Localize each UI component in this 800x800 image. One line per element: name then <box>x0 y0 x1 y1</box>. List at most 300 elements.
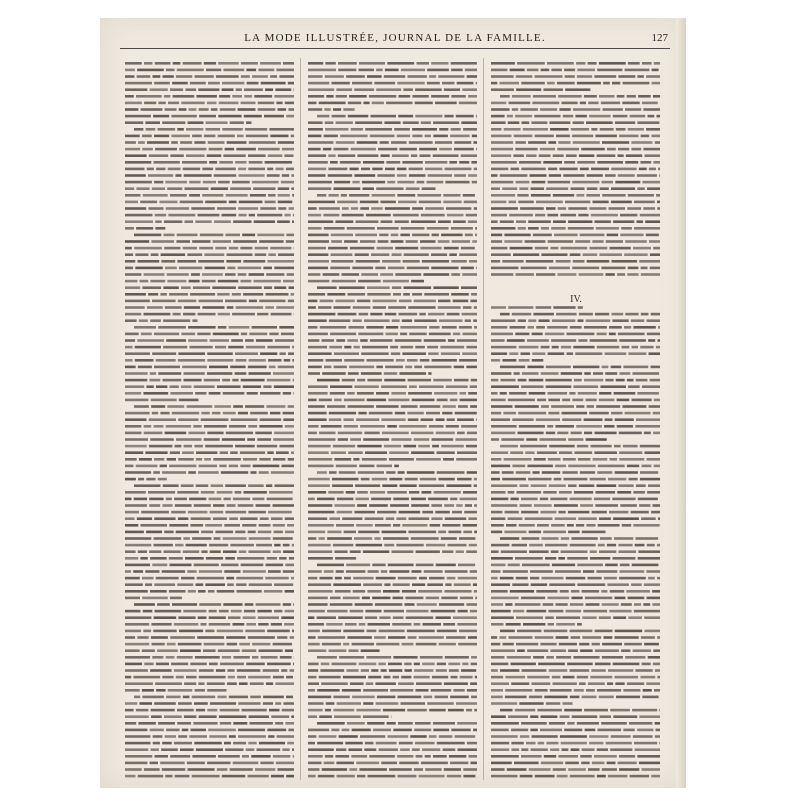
text-line-fragment <box>520 775 533 778</box>
text-line-fragment <box>562 399 570 402</box>
text-line-fragment <box>198 471 219 474</box>
text-line-fragment <box>339 735 358 738</box>
text-line-fragment <box>288 458 294 461</box>
text-line-fragment <box>215 168 236 171</box>
text-line-fragment <box>570 498 592 501</box>
text-line-fragment <box>141 108 163 111</box>
text-line-fragment <box>519 359 530 362</box>
text-line-fragment <box>125 95 134 98</box>
text-line-fragment <box>211 484 224 487</box>
text-line-fragment <box>599 253 622 256</box>
text-line-fragment <box>125 689 140 692</box>
text-line-fragment <box>167 405 184 408</box>
text-line-fragment <box>248 425 257 428</box>
text-line-fragment <box>391 352 400 355</box>
text-line-fragment <box>202 306 224 309</box>
text-line-fragment <box>319 432 335 435</box>
text-line-fragment <box>209 366 228 369</box>
text-line-fragment <box>610 748 632 751</box>
text-line-fragment <box>279 445 294 448</box>
text-line-fragment <box>308 359 323 362</box>
text-line-fragment <box>435 511 450 514</box>
text-line-fragment <box>239 174 265 177</box>
text-line-fragment <box>308 234 329 237</box>
text-line-fragment <box>406 610 428 613</box>
text-line-fragment <box>632 346 639 349</box>
text-line-fragment <box>457 82 474 85</box>
text-line-fragment <box>204 379 220 382</box>
text-line-fragment <box>463 333 478 336</box>
text-line-fragment <box>651 511 660 514</box>
text-line-fragment <box>330 392 345 395</box>
text-line-fragment <box>620 570 645 573</box>
text-line-fragment <box>232 181 250 184</box>
text-line-fragment <box>501 438 524 441</box>
text-line-fragment <box>491 722 519 725</box>
text-line-fragment <box>491 623 504 626</box>
text-line-fragment <box>275 682 294 685</box>
text-line-fragment <box>201 550 207 553</box>
text-line-fragment <box>241 333 247 336</box>
text-line-fragment <box>609 207 626 210</box>
text-line-fragment <box>286 775 294 778</box>
text-line-fragment <box>185 88 196 91</box>
text-line-fragment <box>232 95 242 98</box>
text-line-fragment <box>372 102 384 105</box>
text-line-fragment <box>291 715 294 718</box>
text-line-fragment <box>422 748 440 751</box>
text-line-fragment <box>542 471 560 474</box>
text-line-fragment <box>125 220 153 223</box>
text-line-fragment <box>382 531 407 534</box>
text-line-fragment <box>423 273 449 276</box>
text-line-fragment <box>308 557 333 560</box>
text-line-fragment <box>601 590 607 593</box>
text-line-fragment <box>470 300 477 303</box>
text-line-fragment <box>276 451 289 454</box>
text-line-fragment <box>408 531 436 534</box>
text-line-fragment <box>241 75 250 78</box>
text-line-fragment <box>618 174 635 177</box>
text-line-fragment <box>632 399 652 402</box>
text-line-fragment <box>366 326 383 329</box>
text-line-fragment <box>183 168 201 171</box>
text-line-fragment <box>259 742 285 745</box>
text-line-fragment <box>454 148 474 151</box>
text-line-fragment <box>590 478 606 481</box>
text-line-fragment <box>164 234 175 237</box>
text-line-fragment <box>491 557 513 560</box>
text-line-fragment <box>609 326 622 329</box>
text-line-fragment <box>308 511 334 514</box>
text-line-fragment <box>455 735 476 738</box>
text-line-fragment <box>308 313 335 316</box>
text-line-fragment <box>605 174 616 177</box>
text-line-fragment <box>281 669 287 672</box>
text-line-fragment <box>655 735 660 738</box>
text-line-fragment <box>183 313 195 316</box>
text-line-fragment <box>547 425 553 428</box>
text-line-fragment <box>507 768 527 771</box>
text-line-fragment <box>644 432 651 435</box>
text-line-fragment <box>542 537 559 540</box>
text-line-fragment <box>591 214 618 217</box>
text-line-fragment <box>125 115 151 118</box>
text-line-fragment <box>541 346 550 349</box>
text-line-fragment <box>491 498 508 501</box>
text-line-fragment <box>172 82 188 85</box>
text-line-fragment <box>371 207 383 210</box>
text-line-fragment <box>415 102 433 105</box>
text-line-fragment <box>611 187 635 190</box>
text-line-fragment <box>441 537 457 540</box>
text-line-fragment <box>444 768 461 771</box>
text-line-fragment <box>125 438 148 441</box>
text-line-fragment <box>180 141 192 144</box>
text-line-fragment <box>577 161 595 164</box>
text-line-fragment <box>584 326 607 329</box>
text-line-fragment <box>491 649 515 652</box>
text-line-fragment <box>639 260 660 263</box>
text-line-fragment <box>406 616 434 619</box>
text-line-fragment <box>637 755 660 758</box>
text-line-fragment <box>491 108 510 111</box>
text-line-fragment <box>356 220 379 223</box>
text-line-fragment <box>197 577 224 580</box>
text-line-fragment <box>576 194 584 197</box>
text-line-fragment <box>279 557 287 560</box>
text-line-fragment <box>241 280 252 283</box>
text-line-fragment <box>572 715 598 718</box>
text-line-fragment <box>466 550 477 553</box>
text-line-fragment <box>346 570 365 573</box>
text-line-fragment <box>564 69 575 72</box>
text-line-fragment <box>617 399 630 402</box>
text-line-fragment <box>491 385 519 388</box>
text-line-fragment <box>522 669 547 672</box>
text-line-fragment <box>337 201 357 204</box>
text-line-fragment <box>204 643 225 646</box>
text-line-fragment <box>230 366 245 369</box>
text-line-fragment <box>527 676 549 679</box>
text-line-fragment <box>611 201 632 204</box>
text-line-fragment <box>525 240 546 243</box>
text-line-fragment <box>308 630 320 633</box>
text-line-fragment <box>209 544 228 547</box>
text-line-fragment <box>548 399 560 402</box>
text-line-fragment <box>545 379 571 382</box>
text-line-fragment <box>428 174 452 177</box>
text-line-fragment <box>308 696 331 699</box>
text-line-fragment <box>613 220 634 223</box>
text-line-fragment <box>389 458 414 461</box>
text-line-fragment <box>366 214 391 217</box>
text-line-fragment <box>245 128 267 131</box>
text-line-fragment <box>630 775 650 778</box>
text-line-fragment <box>335 557 356 560</box>
text-line-fragment <box>443 201 461 204</box>
text-line-fragment <box>422 511 433 514</box>
text-line-fragment <box>523 623 545 626</box>
text-line-fragment <box>194 141 205 144</box>
text-line-fragment <box>190 346 213 349</box>
text-line-fragment <box>264 590 283 593</box>
text-line-fragment <box>218 135 235 138</box>
text-line-fragment <box>344 531 356 534</box>
text-line-fragment <box>278 201 293 204</box>
text-line-fragment <box>619 768 639 771</box>
text-line-fragment <box>325 75 344 78</box>
text-line-fragment <box>444 115 453 118</box>
text-line-fragment <box>289 207 295 210</box>
text-line-fragment <box>425 161 447 164</box>
text-line-fragment <box>248 676 271 679</box>
text-line-fragment <box>607 148 616 151</box>
text-line-fragment <box>454 141 471 144</box>
text-line-fragment <box>466 603 477 606</box>
text-line-fragment <box>393 676 399 679</box>
text-line-fragment <box>502 478 526 481</box>
text-line-fragment <box>491 762 512 765</box>
text-line-fragment <box>243 570 266 573</box>
text-line-fragment <box>308 709 323 712</box>
text-line-fragment <box>511 748 519 751</box>
text-line-fragment <box>410 735 426 738</box>
text-line-fragment <box>138 775 163 778</box>
text-line-fragment <box>409 333 426 336</box>
text-line-fragment <box>217 696 226 699</box>
text-line-fragment <box>330 597 341 600</box>
text-line-fragment <box>145 570 159 573</box>
text-line-fragment <box>534 504 552 507</box>
text-line-fragment <box>308 108 322 111</box>
text-line-fragment <box>540 643 556 646</box>
text-line-fragment <box>598 524 620 527</box>
text-line-fragment <box>643 207 655 210</box>
text-line-fragment <box>442 550 453 553</box>
text-line-fragment <box>141 511 169 514</box>
text-line-fragment <box>401 405 418 408</box>
text-line-fragment <box>433 154 459 157</box>
text-line-fragment <box>509 352 518 355</box>
text-line-fragment <box>348 748 362 751</box>
text-line-fragment <box>432 234 439 237</box>
text-line-fragment <box>595 313 609 316</box>
text-line-fragment <box>564 729 582 732</box>
text-line-fragment <box>291 293 294 296</box>
text-line-fragment <box>432 359 457 362</box>
text-line-fragment <box>426 544 445 547</box>
text-line-fragment <box>579 682 586 685</box>
text-line-fragment <box>532 102 559 105</box>
text-line-fragment <box>230 187 251 190</box>
text-line-fragment <box>629 722 652 725</box>
text-line-fragment <box>619 432 642 435</box>
text-line-fragment <box>142 689 154 692</box>
text-line-fragment <box>600 187 609 190</box>
text-line-fragment <box>285 722 294 725</box>
text-line-fragment <box>516 88 541 91</box>
text-line-fragment <box>308 425 319 428</box>
text-line-fragment <box>252 75 268 78</box>
text-line-fragment <box>433 121 459 124</box>
text-line-fragment <box>376 187 403 190</box>
text-line-fragment <box>381 220 393 223</box>
text-line-fragment <box>363 715 389 718</box>
text-line-fragment <box>125 636 135 639</box>
text-line-fragment <box>491 491 506 494</box>
text-line-fragment <box>342 379 355 382</box>
text-line-fragment <box>376 69 383 72</box>
text-line-fragment <box>274 432 294 435</box>
text-line-fragment <box>239 682 248 685</box>
text-line-fragment <box>222 128 243 131</box>
text-line-fragment <box>403 445 416 448</box>
text-line-fragment <box>506 524 517 527</box>
text-line-fragment <box>421 121 431 124</box>
text-line-fragment <box>231 339 243 342</box>
text-line-fragment <box>597 161 623 164</box>
text-line-fragment <box>448 544 467 547</box>
text-line-fragment <box>229 465 238 468</box>
text-line-fragment <box>320 300 334 303</box>
text-line-fragment <box>275 339 294 342</box>
text-line-fragment <box>149 550 161 553</box>
text-line-fragment <box>244 95 252 98</box>
text-line-fragment <box>425 135 431 138</box>
text-line-fragment <box>188 511 208 514</box>
text-line-fragment <box>285 590 294 593</box>
text-line-fragment <box>329 412 356 415</box>
page-number: 127 <box>651 32 668 44</box>
text-line-fragment <box>308 550 332 553</box>
text-line-fragment <box>174 498 187 501</box>
text-line-fragment <box>397 135 410 138</box>
text-line-fragment <box>239 214 247 217</box>
text-line-fragment <box>553 306 575 309</box>
text-line-fragment <box>149 504 160 507</box>
text-line-fragment <box>422 187 436 190</box>
text-line-fragment <box>182 729 189 732</box>
text-line-fragment <box>503 570 528 573</box>
text-line-fragment <box>250 412 268 415</box>
text-line-fragment <box>655 141 660 144</box>
text-line-fragment <box>619 339 646 342</box>
text-line-fragment <box>260 352 277 355</box>
text-line-fragment <box>166 696 181 699</box>
text-line-fragment <box>535 689 548 692</box>
text-line-fragment <box>403 260 420 263</box>
text-line-fragment <box>405 366 412 369</box>
text-line-fragment <box>330 161 338 164</box>
text-line-fragment <box>491 478 500 481</box>
text-line-fragment <box>125 201 138 204</box>
text-line-fragment <box>282 148 294 151</box>
text-line-fragment <box>259 425 282 428</box>
text-line-fragment <box>338 432 362 435</box>
text-line-fragment <box>125 418 147 421</box>
text-line-fragment <box>357 154 378 157</box>
text-line-fragment <box>308 643 320 646</box>
text-line-fragment <box>340 161 361 164</box>
text-line-fragment <box>567 352 574 355</box>
text-line-fragment <box>334 181 350 184</box>
text-line-fragment <box>350 610 364 613</box>
text-line-fragment <box>252 181 279 184</box>
text-line-fragment <box>515 333 529 336</box>
text-line-fragment <box>389 768 412 771</box>
text-line-fragment <box>585 597 612 600</box>
text-line-fragment <box>270 412 280 415</box>
text-line-fragment <box>614 392 636 395</box>
text-line-fragment <box>454 174 466 177</box>
text-line-fragment <box>491 616 514 619</box>
text-line-fragment <box>634 742 657 745</box>
text-line-fragment <box>308 669 318 672</box>
text-line-fragment <box>292 748 294 751</box>
text-line-fragment <box>209 735 227 738</box>
text-line-fragment <box>308 75 323 78</box>
text-line-fragment <box>196 458 202 461</box>
text-line-fragment <box>165 306 182 309</box>
text-line-fragment <box>125 709 134 712</box>
text-line-fragment <box>351 128 363 131</box>
text-line-fragment <box>427 181 444 184</box>
text-line-fragment <box>391 240 404 243</box>
text-line-fragment <box>205 524 222 527</box>
text-line-fragment <box>334 148 349 151</box>
text-line-fragment <box>125 550 136 553</box>
text-line-fragment <box>125 194 141 197</box>
text-line-fragment <box>402 590 416 593</box>
text-line-fragment <box>146 385 153 388</box>
text-line-fragment <box>409 491 419 494</box>
text-line-fragment <box>412 570 422 573</box>
text-line-fragment <box>515 148 537 151</box>
text-line-fragment <box>212 286 236 289</box>
text-line-fragment <box>404 253 429 256</box>
text-line-fragment <box>549 267 570 270</box>
text-line-fragment <box>308 148 321 151</box>
text-line-fragment <box>283 392 291 395</box>
text-line-fragment <box>491 524 504 527</box>
text-line-fragment <box>195 689 205 692</box>
text-line-fragment <box>218 62 239 65</box>
text-line-fragment <box>438 300 450 303</box>
text-line-fragment <box>436 432 455 435</box>
text-line-fragment <box>641 267 648 270</box>
text-line-fragment <box>631 141 652 144</box>
text-line-fragment <box>329 418 342 421</box>
text-line-fragment <box>161 260 175 263</box>
text-line-fragment <box>445 583 451 586</box>
text-line-fragment <box>125 121 143 124</box>
text-line-fragment <box>637 121 659 124</box>
text-line-fragment <box>253 465 280 468</box>
text-line-fragment <box>356 418 379 421</box>
text-line-fragment <box>437 451 455 454</box>
text-line-fragment <box>625 69 650 72</box>
text-line-fragment <box>535 135 554 138</box>
text-line-fragment <box>389 451 409 454</box>
text-line-fragment <box>508 306 533 309</box>
text-line-fragment <box>612 82 620 85</box>
text-line-fragment <box>474 141 478 144</box>
text-line-fragment <box>252 498 264 501</box>
text-line-fragment <box>271 715 289 718</box>
text-line-fragment <box>125 762 147 765</box>
text-line-fragment <box>308 121 323 124</box>
